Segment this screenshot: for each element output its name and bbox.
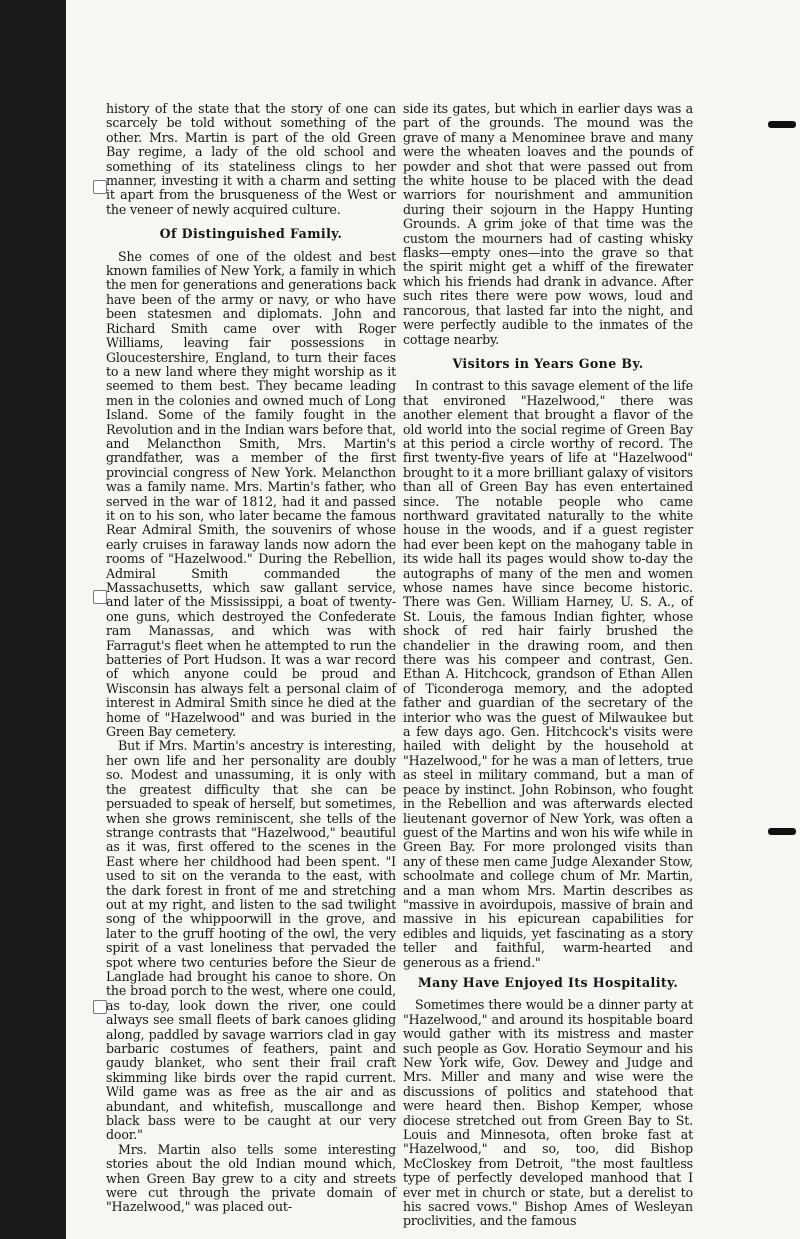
section-heading: Many Have Enjoyed Its Hospitality. [417, 974, 679, 990]
paragraph: Mrs. Martin also tells some interesting stories about the old Indian mound which, when Green Bay grew to a city and streets were cut through the private domain of "Hazelwood," was placed out- [106, 1141, 396, 1215]
right-column [403, 102, 693, 1229]
paragraph: side its gates, but which in earlier days was a part of the grounds. The mound was the grave of many a Menominee brave and many were the wheaten loaves and the pounds of powder and shot that were passed out from the white house to be placed with the dead warriors for nourishment and ammunition during their sojourn in the Happy Hunting Grounds. A grim joke of that time was the custom the mourners had of casting whisky flasks—empty ones—into the grave so that the spirit might get a whiff of the firewater which his friends had drank in advance. After such rites there were pow wows, loud and rancorous, that lasted far into the night, and were perfectly audible to the inmates of the cottage nearby. [403, 101, 693, 347]
punch-hole [93, 590, 107, 604]
paragraph: history of the state that the story of one can scarcely be told without something of the other. Mrs. Martin is part of the old Green Bay regime, a lady of the old school and something of its stateliness clings to her manner, investing it with a charm and setting it apart from the brusqueness of the West or the veneer of newly acquired culture. [106, 101, 396, 217]
paragraph: But if Mrs. Martin's ancestry is interesting, her own life and her personality are doubly so. Modest and unassuming, it is only with the greatest difficulty that she can be persuaded to speak of herself, but sometimes, when she grows reminiscent, she tells of the strange contrasts that "Hazelwood," beautiful as it was, first offered to the scenes in the East where her childhood had been spent. "I used to sit on the veranda to the east, with the dark forest in front of me and stretching out at my right, and listen to the sad twilight song of the whippoorwill in the grove, and later to the gruff hooting of the owl, the very spirit of a vast loneliness that pervaded the spot where two centuries before the Sieur de Langlade had brought his canoe to shore. On the broad porch to the west, where one could, as to-day, look down the river, one could always see small fleets of bark canoes gliding along, paddled by savage warriors clad in gay barbaric costumes of feathers, paint and gaudy blanket, who sent their frail craft skimming like birds over the rapid current. Wild game was as free as the air and as abundant, and whitefish, muscallonge and black bass were to be caught at our very door." [106, 738, 396, 1143]
paragraph: She comes of one of the oldest and best known families of New York, a family in which the men for generations and generations back have been of the army or navy, or who have been statesmen and diplomats. John and Richard Smith came over with Roger Williams, leaving fair possessions in Gloucestershire, England, to turn their faces to a new land where they might worship as it seemed to them best. They became leading men in the colonies and owned much of Long Island. Some of the family fought in the Revolution and in the Indian wars before that, and Melancthon Smith, Mrs. Martin's grandfather, was a member of the first provincial congress of New York. Melancthon was a family name. Mrs. Martin's father, who served in the war of 1812, had it and passed it on to his son, who later became the famous Rear Admiral Smith, the souvenirs of whose early cruises in faraway lands now adorn the rooms of "Hazelwood." During the Rebellion, Admiral Smith commanded the Massachusetts, which saw gallant service, and later of the Mississippi, a boat of twenty-one guns, which destroyed the Confederate ram Manassas, and which was with Farragut's fleet when he attempted to run the batteries of Port Hudson. It was a war record of which anyone could be proud and Wisconsin has always felt a personal claim of interest in Admiral Smith since he died at the home of "Hazelwood" and was buried in the Green Bay cemetery. [106, 248, 396, 740]
margin-mark [768, 121, 796, 128]
section-heading: Of Distinguished Family. [159, 226, 343, 242]
paragraph: Sometimes there would be a dinner party at "Hazelwood," and around its hospitable board would gather with its mistress and master such people as Gov. Horatio Seymour and his New York wife, Gov. Dewey and Judge and Mrs. Miller and many and wise were the discussions of politics and statehood that were heard then. Bishop Kemper, whose diocese stretched out from Green Bay to St. Louis and Minnesota, often broke fast at "Hazelwood," and so, too, did Bishop McCloskey from Detroit, "the most faultless type of perfectly developed manhood that I ever met in church or state, but a derelist to his sacred vows." Bishop Ames of Wesleyan proclivities, and the famous [403, 997, 693, 1229]
paragraph: In contrast to this savage element of the life that environed "Hazelwood," there was another element that brought a flavor of the old world into the social regime of Green Bay at this period a circle worthy of record. The first twenty-five years of life at "Hazelwood" brought to it a more brilliant galaxy of visitors than all of Green Bay has even entertained since. The notable people who came northward gravitated naturally to the white house in the woods, and if a guest register had ever been kept on the mahogany table in its wide hall its pages would show to-day the autographs of many of the men and women whose names have since become historic. There was Gen. William Harney, U. S. A., of St. Louis, the famous Indian fighter, whose shock of red hair fairly brushed the chandelier in the drawing room, and then there was his compeer and contrast, Gen. Ethan A. Hitchcock, grandson of Ethan Allen of Ticonderoga memory, and the adopted father and guardian of the secretary of the interior who was the guest of Milwaukee but a few days ago. Gen. Hitchcock's visits were hailed with delight by the household at "Hazelwood," for he was a man of letters, true as steel in military command, but a man of peace by instinct. John Robinson, who fought in the Rebellion and was afterwards elected lieutenant governor of New York, was often a guest of the Martins and won his wife while in Green Bay. For more prolonged visits than any of these men came Judge Alexander Stow, schoolmate and college chum of Mr. Martin, and a man whom Mrs. Martin describes as "massive in avoirdupois, massive of brain and massive in his epicurean capabilities for edibles and liquids, yet fascinating as a story teller and faithful, warm-hearted and generous as a friend." [403, 378, 693, 970]
scanner-edge [0, 0, 66, 1239]
section-heading: Visitors in Years Gone By. [452, 355, 644, 371]
punch-hole [93, 180, 107, 194]
margin-mark [768, 828, 796, 835]
punch-hole [93, 1000, 107, 1014]
left-column [106, 102, 396, 1215]
